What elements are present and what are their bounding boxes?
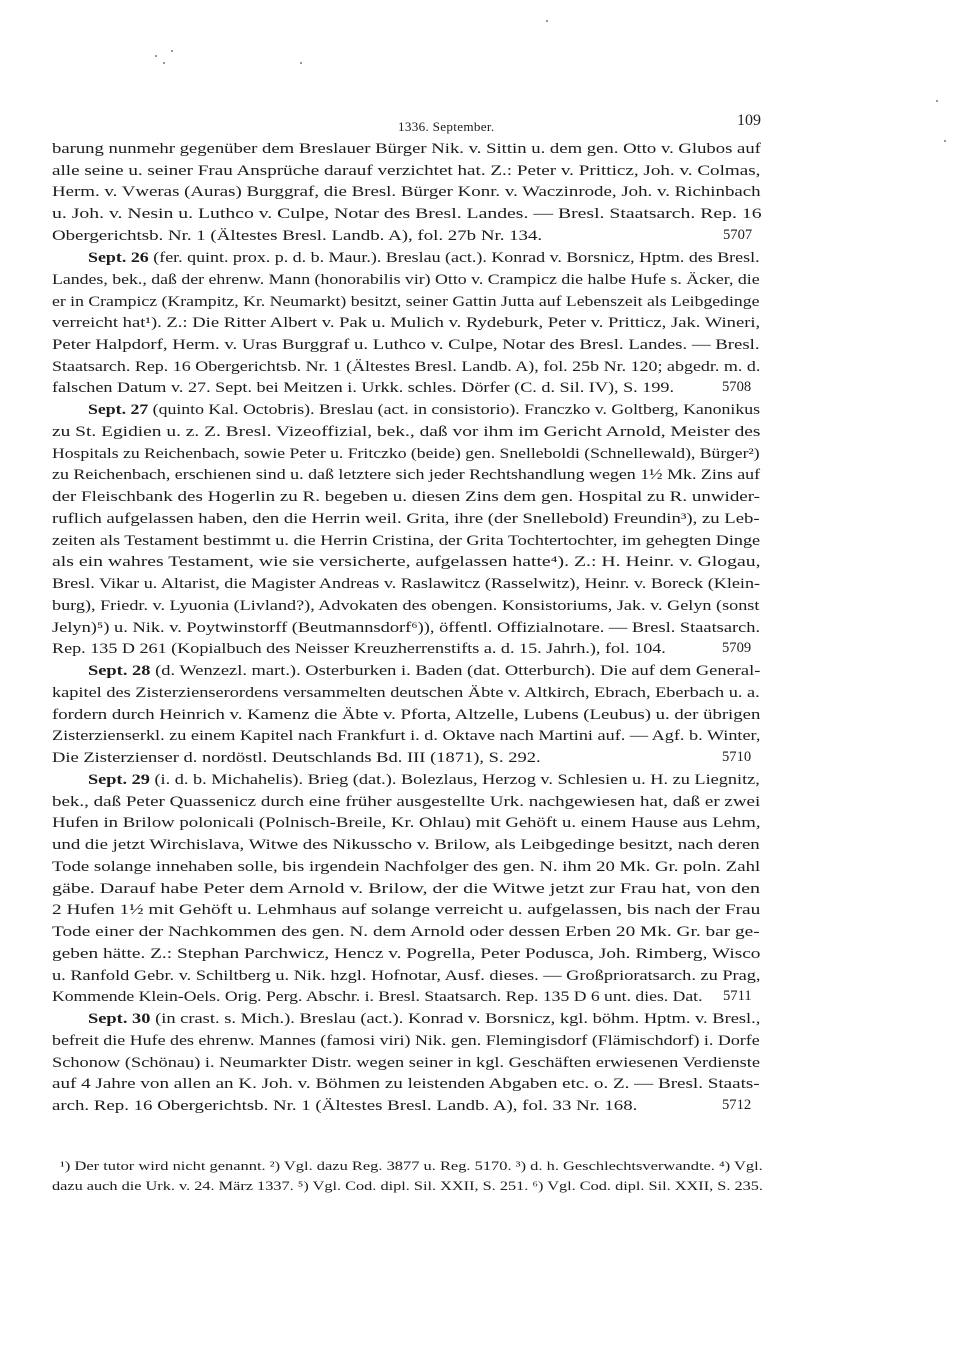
line-text: kapitel des Zisterzienserordens versammelten deutschen Äbte v. Altkirch, Ebrach, Eberbach u. a.	[52, 685, 760, 701]
scan-speck	[944, 140, 946, 142]
regest-number: 5709	[722, 640, 752, 656]
line-text: Rep. 135 D 261 (Kopialbuch des Neisser Kreuzherrenstifts a. d. 15. Jahrh.), fol. 104.	[52, 641, 666, 657]
scan-speck	[936, 100, 938, 102]
text-line	[52, 229, 542, 244]
line-text: u. Ranfold Gebr. v. Schiltberg u. Nik. hzgl. Hofnotar, Ausf. dieses. — Großprioratsarch. zu Prag,	[52, 968, 761, 984]
line-text: zeiten als Testament bestimmt u. die Herrin Cristina, der Grita Tochtertochter, im gehegten Dinge	[52, 533, 761, 549]
line-text: barung nunmehr gegenüber dem Breslauer Bürger Nik. v. Sittin u. dem gen. Otto v. Glubos auf	[52, 141, 761, 157]
regest-number: 5707	[723, 227, 753, 243]
line-text: zu St. Egidien u. z. Z. Bresl. Vizeoffizial, bek., daß vor ihm im Gericht Arnold, Meister des	[52, 424, 761, 440]
scan-speck	[155, 55, 157, 57]
line-text: alle seine u. seiner Frau Ansprüche darauf verzichtet hat. Z.: Peter v. Pritticz, Joh. v. Colmas,	[52, 163, 761, 179]
text-line	[52, 990, 702, 1005]
line-text: Die Zisterzienser d. nordöstl. Deutschlands Bd. III (1871), S. 292.	[52, 750, 541, 766]
text-line	[52, 1077, 760, 1092]
regest-number: 5711	[723, 988, 752, 1004]
text-line	[52, 903, 760, 918]
text-line	[52, 795, 760, 810]
text-line	[52, 882, 760, 897]
line-text: und die jetzt Wirchislava, Witwe des Nikusscho v. Brilow, als Leibgedinge besitzt, nach deren	[52, 837, 760, 853]
regest-date-label: Sept. 29	[88, 772, 150, 788]
text-line	[52, 686, 760, 701]
page-number: 109	[737, 112, 761, 129]
text-line	[52, 490, 760, 505]
text-line	[52, 577, 760, 592]
regest-heading-line	[88, 773, 760, 788]
regest-heading-line	[88, 403, 760, 418]
regest-date-label: Sept. 26	[88, 250, 149, 266]
line-text: als ein wahres Testament, wie sie versicherte, aufgelassen hatte⁴). Z.: H. Heinr. v. Glogau,	[52, 554, 761, 570]
text-line	[52, 969, 761, 984]
line-text: Landes, bek., daß der ehrenw. Mann (honorabilis vir) Otto v. Crampicz die halbe Hufe s. Äcker, die	[52, 272, 760, 288]
regest-heading-line	[88, 664, 760, 679]
text-line	[52, 729, 760, 744]
text-line	[52, 447, 760, 462]
footnote-line: ¹) Der tutor wird nicht genannt. ²) Vgl. dazu Reg. 3877 u. Reg. 5170. ³) d. h. Geschlechtsverwandte. ⁴) Vgl.	[60, 1159, 763, 1173]
line-text: Tode einer der Nachkommen des gen. N. dem Arnold oder dessen Erben 20 Mk. Gr. bar ge-	[52, 924, 760, 940]
text-line	[52, 338, 760, 353]
line-text: er in Crampicz (Krampitz, Kr. Neumarkt) besitzt, seiner Gattin Jutta auf Lebenszeit als Leibgedinge	[52, 294, 760, 310]
text-line	[52, 316, 760, 331]
line-text: Obergerichtsb. Nr. 1 (Ältestes Bresl. Landb. A), fol. 27b Nr. 134.	[52, 228, 543, 244]
text-line	[52, 947, 760, 962]
text-line	[52, 838, 760, 853]
text-line	[52, 534, 760, 549]
line-text: (d. Wenzezl. mart.). Osterburken i. Baden (dat. Otterburch). Die auf dem General-	[150, 663, 761, 679]
line-text: der Fleischbank des Hogerlin zu R. begeben u. diesen Zins dem gen. Hospital zu R. unwider-	[52, 489, 761, 505]
line-text: (quinto Kal. Octobris). Breslau (act. in consistorio). Franczko v. Goltberg, Kanonikus	[148, 402, 761, 418]
line-text: (in crast. s. Mich.). Breslau (act.). Konrad v. Borsnicz, kgl. böhm. Hptm. v. Bresl.,	[150, 1011, 761, 1027]
line-text: zu Reichenbach, erschienen sind u. daß letztere sich jeder Rechtshandlung wegen 1½ Mk. Zins auf	[52, 467, 761, 483]
line-text: Bresl. Vikar u. Altarist, die Magister Andreas v. Raslawitcz (Rasselwitz), Heinr. v. Boreck (Klein-	[52, 576, 761, 592]
line-text: falschen Datum v. 27. Sept. bei Meitzen i. Urkk. schles. Dörfer (C. d. Sil. IV), S. 199.	[52, 380, 675, 396]
line-text: Peter Halpdorf, Herm. v. Uras Burggraf u. Luthco v. Culpe, Notar des Bresl. Landes. — Bresl.	[52, 337, 760, 353]
line-text: Hufen in Brilow polonicali (Polnisch-Breile, Kr. Ohlau) mit Gehöft u. einem Hause aus Lehm,	[52, 815, 761, 831]
text-line	[52, 512, 760, 527]
regest-date-label: Sept. 30	[88, 1011, 151, 1027]
line-text: 2 Hufen 1½ mit Gehöft u. Lehmhaus auf solange verreicht u. aufgelassen, bis nach der Frau	[52, 902, 761, 918]
text-line	[52, 599, 759, 614]
running-header-title: 1336. September.	[398, 119, 495, 134]
line-text: Staatsarch. Rep. 16 Obergerichtsb. Nr. 1 (Ältestes Bresl. Landb. A), fol. 25b Nr. 120; abgedr. m. d.	[52, 359, 761, 375]
line-text: Kommende Klein-Oels. Orig. Perg. Abschr. i. Bresl. Staatsarch. Rep. 135 D 6 unt. dies. Dat.	[52, 989, 703, 1005]
text-line	[52, 860, 760, 875]
line-text: geben hätte. Z.: Stephan Parchwicz, Hencz v. Pogrella, Peter Podusca, Joh. Rimberg, Wisco	[52, 946, 761, 962]
text-line	[52, 185, 761, 200]
line-text: ruflich aufgelassen haben, den die Herrin weil. Grita, ihre (der Snellebold) Freundin³), zu Leb-	[52, 511, 760, 527]
text-line	[52, 642, 666, 657]
footnote-line: dazu auch die Urk. v. 24. März 1337. ⁵) Vgl. Cod. dipl. Sil. XXII, S. 251. ⁶) Vgl. Cod. dipl. Sil. XXII, S. 235.	[52, 1179, 763, 1193]
text-line	[52, 468, 760, 483]
text-line	[52, 1099, 637, 1114]
line-text: fordern durch Heinrich v. Kamenz die Äbte v. Pforta, Altzelle, Lubens (Leubus) u. der übrigen	[52, 707, 761, 723]
text-line	[52, 360, 760, 375]
text-line	[52, 273, 760, 288]
regest-heading-line	[88, 1012, 760, 1027]
line-text: arch. Rep. 16 Obergerichtsb. Nr. 1 (Ältestes Bresl. Landb. A), fol. 33 Nr. 168.	[52, 1098, 638, 1114]
regest-number: 5712	[722, 1097, 752, 1113]
line-text: auf 4 Jahre von allen an K. Joh. v. Böhmen zu leistenden Abgaben etc. o. Z. — Bresl. Staats-	[52, 1076, 760, 1092]
regest-heading-line	[88, 251, 760, 266]
text-line	[52, 164, 760, 179]
regest-date-label: Sept. 28	[88, 663, 151, 679]
line-text: Hospitals zu Reichenbach, sowie Peter u. Fritczko (beide) gen. Snelleboldi (Schnellewald), Bürger²)	[52, 446, 760, 462]
regest-number: 5708	[722, 379, 752, 395]
line-text: gäbe. Darauf habe Peter dem Arnold v. Brilow, der die Witwe jetzt zur Frau hat, von den	[52, 881, 760, 897]
line-text: Jelyn)⁵) u. Nik. v. Poytwinstorff (Beutmannsdorf⁶)), öffentl. Offizialnotare. — Bresl. Staatsarch.	[52, 620, 761, 636]
text-line	[52, 1034, 760, 1049]
text-line	[52, 142, 761, 157]
regest-number: 5710	[722, 749, 752, 765]
text-line	[52, 381, 674, 396]
text-line	[52, 1056, 760, 1071]
text-line	[52, 207, 762, 222]
line-text: befreit die Hufe des ehrenw. Mannes (famosi viri) Nik. gen. Flemingisdorf (Flämischdorf) i. Dorfe	[52, 1033, 760, 1049]
line-text: verreicht hat¹). Z.: Die Ritter Albert v. Pak u. Mulich v. Rydeburk, Peter v. Pritticz, Jak. Wineri,	[52, 315, 761, 331]
scan-speck	[171, 50, 173, 52]
scan-speck	[163, 62, 165, 64]
line-text: Tode solange innehaben solle, bis irgendein Nachfolger des gen. N. ihm 20 Mk. Gr. poln. Zahl	[52, 859, 761, 875]
text-line	[52, 708, 760, 723]
line-text: (fer. quint. prox. p. d. b. Maur.). Breslau (act.). Konrad v. Borsnicz, Hptm. des Bresl.	[148, 250, 760, 266]
text-line	[52, 555, 761, 570]
line-text: bek., daß Peter Quassenicz durch eine früher ausgestellte Urk. nachgewiesen hat, daß er zwei	[52, 794, 761, 810]
text-line	[52, 425, 760, 440]
text-line	[52, 925, 760, 940]
scan-speck	[300, 62, 302, 64]
text-line	[52, 816, 761, 831]
scan-speck	[546, 20, 548, 22]
line-text: Zisterzienserkl. zu einem Kapitel nach Frankfurt i. d. Oktave nach Martini auf. — Agf. b. Winter,	[52, 728, 761, 744]
line-text: burg), Friedr. v. Lyuonia (Livland?), Advokaten des obengen. Konsistoriums, Jak. v. Gelyn (sonst	[52, 598, 760, 614]
line-text: u. Joh. v. Nesin u. Luthco v. Culpe, Notar des Bresl. Landes. — Bresl. Staatsarch. Rep. 16	[52, 206, 762, 222]
line-text: (i. d. b. Michahelis). Brieg (dat.). Bolezlaus, Herzog v. Schlesien u. H. zu Liegnitz,	[149, 772, 760, 788]
line-text: Schonow (Schönau) i. Neumarkter Distr. wegen seiner in kgl. Geschäften erwiesenen Verdienste	[52, 1055, 761, 1071]
regest-date-label: Sept. 27	[88, 402, 149, 418]
text-line	[52, 621, 760, 636]
text-line	[52, 751, 541, 766]
line-text: Herm. v. Vweras (Auras) Burggraf, die Bresl. Bürger Konr. v. Waczinrode, Joh. v. Richinbach	[52, 184, 761, 200]
text-line	[52, 295, 759, 310]
